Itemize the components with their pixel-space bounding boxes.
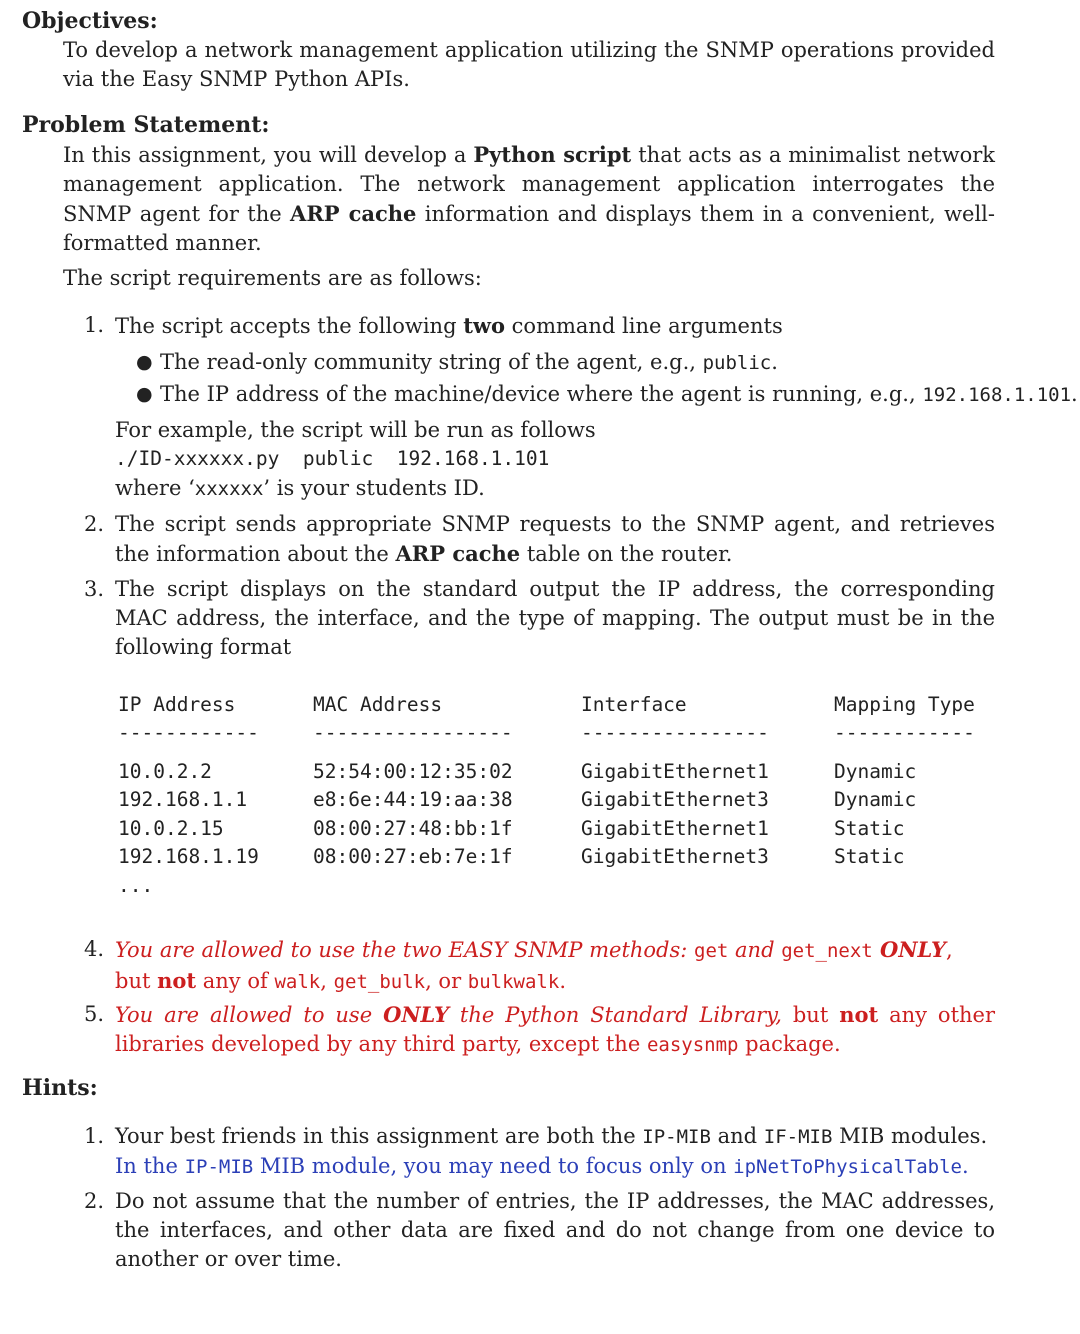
mac-cell: 08:00:27:eb:7e:1f [313, 845, 513, 869]
list-number-3: 3. [84, 577, 105, 601]
interface-cell: GigabitEthernet1 [581, 759, 769, 783]
divider: ------------ [118, 721, 259, 745]
bullet-community-string: The read-only community string of the agent, e.g., public. [160, 350, 778, 374]
table-row [118, 786, 1014, 815]
divider: ---------------- [581, 721, 769, 745]
list-number-2: 2. [84, 512, 105, 536]
student-id-note: where ‘xxxxxx’ is your students ID. [115, 476, 485, 500]
requirement-1: The script accepts the following two command line arguments [115, 313, 783, 338]
objectives-heading: Objectives: [22, 8, 158, 34]
ip-cell: 192.168.1.19 [118, 845, 259, 869]
requirement-4: You are allowed to use the two EASY SNMP methods: get and get_next ONLY, but not any of walk, get_bulk, or bulkwalk. [115, 937, 953, 993]
ip-cell: 192.168.1.1 [118, 788, 248, 812]
bullet-icon: ● [136, 351, 153, 373]
requirement-5: You are allowed to use ONLY the Python Standard Library, but not any other libraries developed by any third party, except the easysnmp package. [115, 1002, 995, 1056]
mac-cell: 08:00:27:48:bb:1f [313, 816, 513, 840]
hint-2: Do not assume that the number of entries, the IP addresses, the MAC addresses, the interfaces, and other data are fixed and do not change from one device to another or over time. [115, 1189, 995, 1271]
interface-cell: GigabitEthernet3 [581, 845, 769, 869]
ellipsis: ... [118, 873, 154, 897]
divider: ----------------- [313, 721, 513, 745]
mac-cell: 52:54:00:12:35:02 [313, 759, 513, 783]
interface-cell: GigabitEthernet3 [581, 788, 769, 812]
mapping-type-cell: Static [834, 816, 905, 840]
column-header-ip: IP Address [118, 692, 236, 716]
table-row [118, 757, 1014, 786]
divider: ------------ [834, 721, 975, 745]
hint-number-2: 2. [84, 1189, 105, 1213]
mapping-type-cell: Dynamic [834, 759, 917, 783]
hint-number-1: 1. [84, 1124, 105, 1148]
ip-cell: 10.0.2.15 [118, 816, 224, 840]
column-header-interface: Interface [581, 692, 687, 716]
mapping-type-cell: Dynamic [834, 788, 917, 812]
table-row [118, 843, 1014, 872]
mapping-type-cell: Static [834, 845, 905, 869]
requirement-3: The script displays on the standard output the IP address, the corresponding MAC address, the interface, and the type of mapping. The output must be in the following format [115, 577, 995, 659]
objectives-text: To develop a network management application utilizing the SNMP operations provided via the Easy SNMP Python APIs. [63, 38, 995, 91]
example-intro: For example, the script will be run as follows [115, 418, 596, 442]
arp-output-table [118, 690, 1014, 900]
column-header-mac: MAC Address [313, 692, 443, 716]
table-divider-row [118, 719, 1014, 748]
table-row [118, 871, 1014, 900]
interface-cell: GigabitEthernet1 [581, 816, 769, 840]
requirements-intro: The script requirements are as follows: [63, 266, 482, 290]
mac-cell: e8:6e:44:19:aa:38 [313, 788, 513, 812]
problem-paragraph: In this assignment, you will develop a Python script that acts as a minimalist network management application. The network management application interrogates the SNMP agent for the ARP cache information and displays them in a convenient, well-formatted manner. [63, 142, 995, 255]
table-header-row [118, 690, 1014, 719]
hints-heading: Hints: [22, 1075, 98, 1101]
table-row [118, 814, 1014, 843]
list-number-4: 4. [84, 937, 105, 961]
requirement-2: The script sends appropriate SNMP requests to the SNMP agent, and retrieves the information about the ARP cache table on the router. [115, 512, 995, 566]
example-command: ./ID-xxxxxx.py public 192.168.1.101 [115, 447, 550, 470]
bullet-icon: ● [136, 383, 153, 405]
problem-statement-heading: Problem Statement: [22, 112, 270, 138]
list-number-1: 1. [84, 313, 105, 337]
ip-cell: 10.0.2.2 [118, 759, 212, 783]
bullet-ip-address: The IP address of the machine/device where the agent is running, e.g., 192.168.1.101. [160, 382, 1078, 406]
hint-1: Your best friends in this assignment are both the IP-MIB and IF-MIB MIB modules. In the IP-MIB MIB module, you may need to focus only on ipNetToPhysicalTable. [115, 1124, 988, 1178]
column-header-mapping-type: Mapping Type [834, 692, 975, 716]
list-number-5: 5. [84, 1002, 105, 1026]
